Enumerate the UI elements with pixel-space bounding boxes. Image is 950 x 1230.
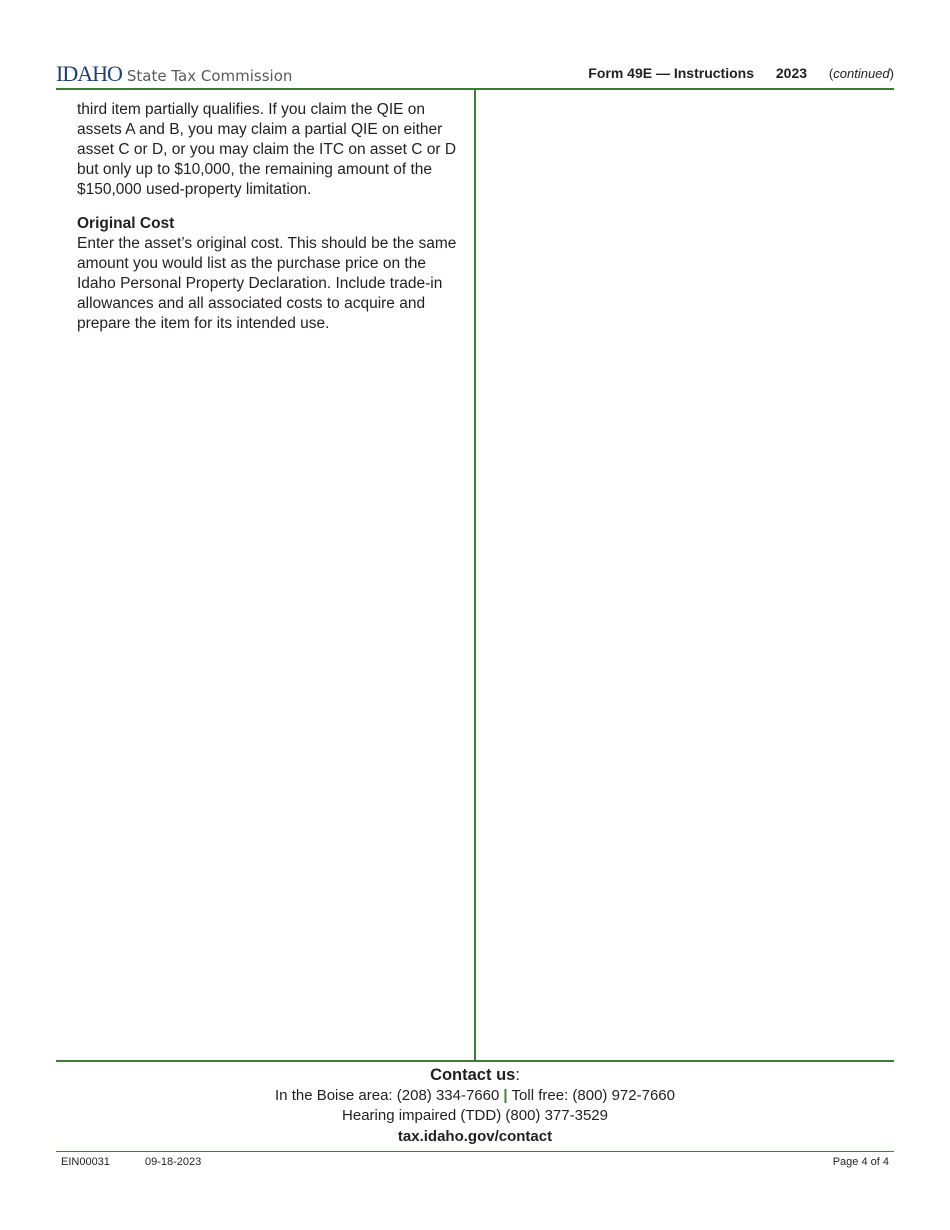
contact-section <box>56 1064 894 1147</box>
contact-title-text: Contact us <box>430 1066 516 1084</box>
form-name: Form 49E — Instructions <box>588 65 754 81</box>
logo-mark: IDAHO <box>56 61 122 86</box>
paragraph-original-cost: Enter the asset’s original cost. This should be the same amount you would list as the purchase price on the Idaho Personal Property Declaration. Include trade-in allowances and all associated costs to acquire and prepare the item for its intended use. <box>77 235 457 332</box>
toll-free-phone: Toll free: (800) 972-7660 <box>511 1087 675 1104</box>
continued-close-paren: ) <box>889 66 894 81</box>
continued-open-paren: ( <box>828 66 834 81</box>
heading-original-cost: Original Cost <box>77 215 175 232</box>
boise-phone: In the Boise area: (208) 334-7660 <box>275 1087 500 1104</box>
idaho-state-tax-commission-logo <box>56 62 292 86</box>
phone-separator: | <box>503 1087 508 1104</box>
contact-title-colon: : <box>515 1066 520 1084</box>
revision-date: 09-18-2023 <box>145 1156 202 1168</box>
contact-rule <box>56 1060 894 1062</box>
contact-title <box>56 1064 894 1086</box>
paragraph-used-property-limitation: third item partially qualifies. If you claim the QIE on assets A and B, you may claim a partial QIE on either asset C or D, or you may claim the ITC on asset C or D but only up to $10,000, the remaining amount of the $150,000 used-property limitation. <box>77 101 457 198</box>
footer-rule <box>56 1151 894 1152</box>
form-title <box>588 64 894 83</box>
continued-text: continued <box>833 66 890 81</box>
page-header <box>56 60 894 88</box>
column-divider <box>474 90 476 1061</box>
logo-text: State Tax Commission <box>126 67 293 85</box>
form-year: 2023 <box>775 65 808 81</box>
contact-phone-line <box>56 1086 894 1106</box>
left-column <box>77 100 462 334</box>
page-number: Page 4 of 4 <box>832 1156 889 1168</box>
tdd-phone: Hearing impaired (TDD) (800) 377-3529 <box>342 1107 608 1124</box>
contact-url-link[interactable]: tax.idaho.gov/contact <box>397 1128 553 1145</box>
continued-label <box>829 66 894 81</box>
form-code: EIN00031 <box>61 1156 110 1168</box>
